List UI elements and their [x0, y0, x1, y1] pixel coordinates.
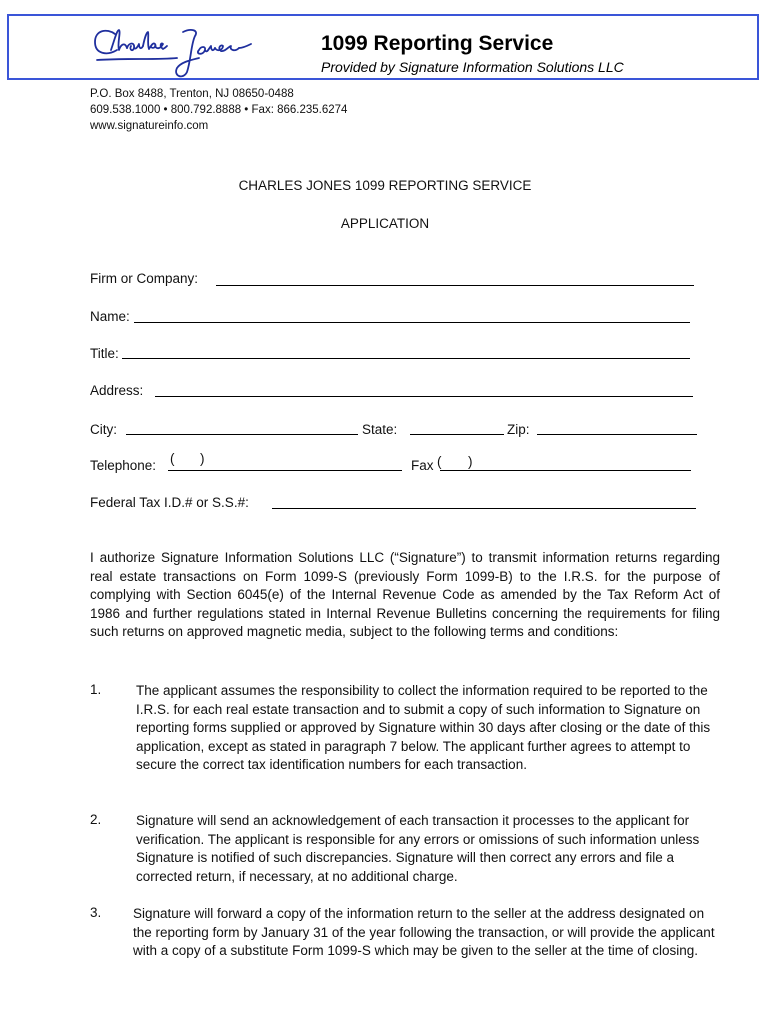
fax-field[interactable] [440, 470, 691, 471]
address-label: Address: [90, 383, 144, 398]
term-number: 2. [90, 812, 102, 827]
telephone-area-close: ) [200, 451, 205, 466]
service-title: 1099 Reporting Service [321, 32, 554, 55]
header-box [7, 14, 759, 80]
telephone-area-open: ( [170, 451, 175, 466]
contact-website[interactable]: www.signatureinfo.com [90, 120, 209, 132]
city-label: City: [90, 422, 117, 437]
zip-label: Zip: [507, 422, 530, 437]
fax-area-close: ) [468, 454, 473, 469]
telephone-label: Telephone: [90, 458, 157, 473]
contact-phones: 609.538.1000 • 800.792.8888 • Fax: 866.235.6274 [90, 104, 348, 116]
document-subheading: APPLICATION [340, 216, 430, 231]
document-heading: CHARLES JONES 1099 REPORTING SERVICE [238, 178, 532, 193]
term-text: The applicant assumes the responsibility to collect the information required to be reported to the I.R.S. for each real estate transaction and to submit a copy of such information to Signature on reporting forms supplied or approved by Signature within 30 days after closing or the date of this application, except as stated in paragraph 7 below. The applicant further agrees to attempt to secure the correct tax identification numbers for each transaction. [136, 683, 711, 772]
charles-jones-signature-logo [87, 20, 262, 80]
term-text: Signature will send an acknowledgement of each transaction it processes to the applicant for verification. The applicant is responsible for any errors or omissions of such information unless Signature is notified of such discrepancies. Signature will then correct any errors and file a corrected return, if necessary, at no additional charge. [136, 813, 700, 884]
firm-field[interactable] [216, 285, 694, 286]
state-field[interactable] [410, 434, 504, 435]
city-field[interactable] [126, 434, 358, 435]
taxid-field[interactable] [272, 508, 696, 509]
title-field[interactable] [122, 358, 690, 359]
telephone-field[interactable] [168, 470, 402, 471]
address-field[interactable] [155, 396, 693, 397]
term-text: Signature will forward a copy of the information return to the seller at the address designated on the reporting form by January 31 of the year following the transaction, or will provide the applicant with a copy of a substitute Form 1099-S which may be given to the seller at the time of closing. [133, 906, 715, 958]
contact-address: P.O. Box 8488, Trenton, NJ 08650-0488 [90, 88, 294, 100]
fax-label: Fax [411, 458, 434, 473]
service-subtitle: Provided by Signature Information Solutions LLC [321, 59, 624, 75]
taxid-label: Federal Tax I.D.# or S.S.#: [90, 495, 249, 510]
authorization-paragraph: I authorize Signature Information Solutions LLC (“Signature”) to transmit information returns regarding real estate transactions on Form 1099-S (previously Form 1099-B) to the I.R.S. for the purpose of complying with Section 6045(e) of the Internal Revenue Code as amended by the Tax Reform Act of 1986 and further regulations stated in Internal Revenue Bulletins concerning the requirements for filing such returns on approved magnetic media, subject to the following terms and conditions: [90, 550, 720, 639]
firm-label: Firm or Company: [90, 271, 199, 286]
state-label: State: [362, 422, 398, 437]
fax-area-open: ( [437, 454, 442, 469]
name-label: Name: [90, 309, 130, 324]
name-field[interactable] [134, 322, 690, 323]
term-number: 1. [90, 682, 102, 697]
zip-field[interactable] [537, 434, 697, 435]
title-label: Title: [90, 346, 119, 361]
term-number: 3. [90, 905, 102, 920]
